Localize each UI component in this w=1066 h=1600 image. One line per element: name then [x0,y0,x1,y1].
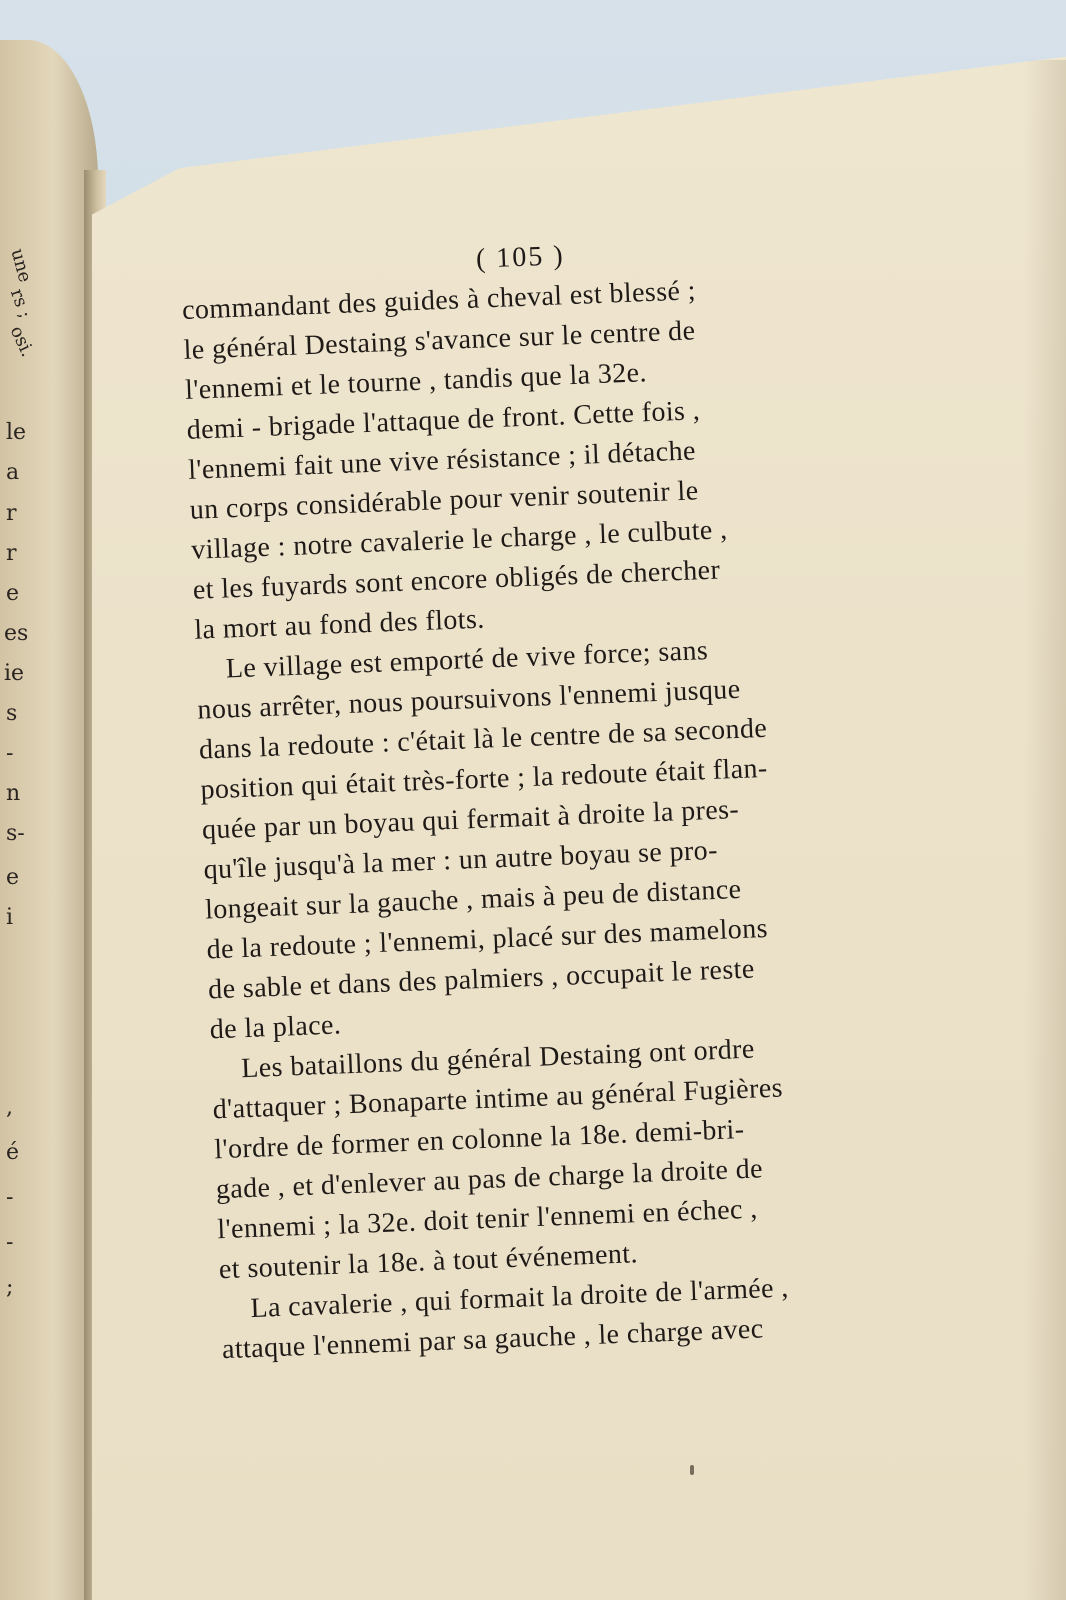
text-line: qu'île jusqu'à la mer : un autre boyau se pro- [203,834,719,886]
left-fragment: - [6,1230,14,1255]
text-line: La cavalerie , qui formait la droite de l'armée , [249,1272,790,1325]
left-fragment: osi. [5,322,38,361]
text-line: de sable et dans des palmiers , occupait le reste [207,953,756,1006]
text-line: Les bataillons du général Destaing ont ordre [240,1033,756,1085]
page-number: ( 105 ) [475,240,566,275]
left-fragment: es [4,621,29,646]
left-fragment: , [6,1095,13,1120]
text-line: longeait sur la gauche , mais à peu de distance [204,873,742,926]
text-line: la mort au fond des flots. [193,603,486,646]
text-line: et soutenir la 18e. à tout événement. [218,1238,639,1286]
text-line: Le village est emporté de vive force; sans [225,635,709,685]
text-line: un corps considérable pour venir soutenir le [189,475,700,526]
text-line: l'ennemi et le tourne , tandis que la 32e. [184,357,648,406]
left-fragment: é [6,1140,20,1165]
text-line: de la redoute ; l'ennemi, placé sur des mamelons [206,912,769,966]
text-line: demi - brigade l'attaque de front. Cette fois , [186,395,701,446]
left-fragment: i [6,905,14,930]
text-line: attaque l'ennemi par sa gauche , le charge avec [221,1313,765,1366]
left-fragment: une [6,246,36,285]
left-fragment: n [6,781,21,806]
text-line: commandant des guides à cheval est blessé ; [181,275,697,326]
text-line: l'ennemi ; la 32e. doit tenir l'ennemi en échec , [216,1193,759,1246]
left-fragment: a [6,460,20,485]
left-fragment: rs ; [5,285,36,322]
left-fragment: - [6,741,14,766]
left-fragment: e [6,581,20,606]
page-edge-shadow [1024,60,1066,1600]
page-text [180,228,922,1370]
left-fragment: s- [6,821,25,846]
text-line: le général Destaing s'avance sur le centre de [183,315,696,366]
left-fragment: le [6,420,27,445]
left-fragment: r [6,501,17,526]
left-fragment: ; [6,1275,14,1300]
text-line: de la place. [209,1009,342,1046]
text-line: dans la redoute : c'était là le centre de sa seconde [198,712,768,766]
text-line: l'ennemi fait une vive résistance ; il détache [187,435,697,486]
text-line: position qui était très-forte ; la redoute était flan- [199,752,769,806]
text-line: l'ordre de former en colonne la 18e. demi-bri- [213,1113,745,1166]
left-fragment: r [6,541,17,566]
text-line: gade , et d'enlever au pas de charge la droite de [215,1153,764,1206]
left-fragment: e [6,865,20,890]
left-fragment: s [6,701,18,726]
text-line: et les fuyards sont encore obligés de chercher [192,554,721,606]
text-line: d'attaquer ; Bonaparte intime au général Fugières [212,1072,784,1126]
text-line: village : notre cavalerie le charge , le culbute , [190,514,729,566]
ink-smudge [690,1465,694,1475]
text-line: nous arrêter, nous poursuivons l'ennemi jusque [196,673,742,726]
text-line: quée par un boyau qui fermait à droite la pres- [201,793,740,846]
left-fragment: ie [4,661,25,686]
left-fragment: - [6,1185,14,1210]
